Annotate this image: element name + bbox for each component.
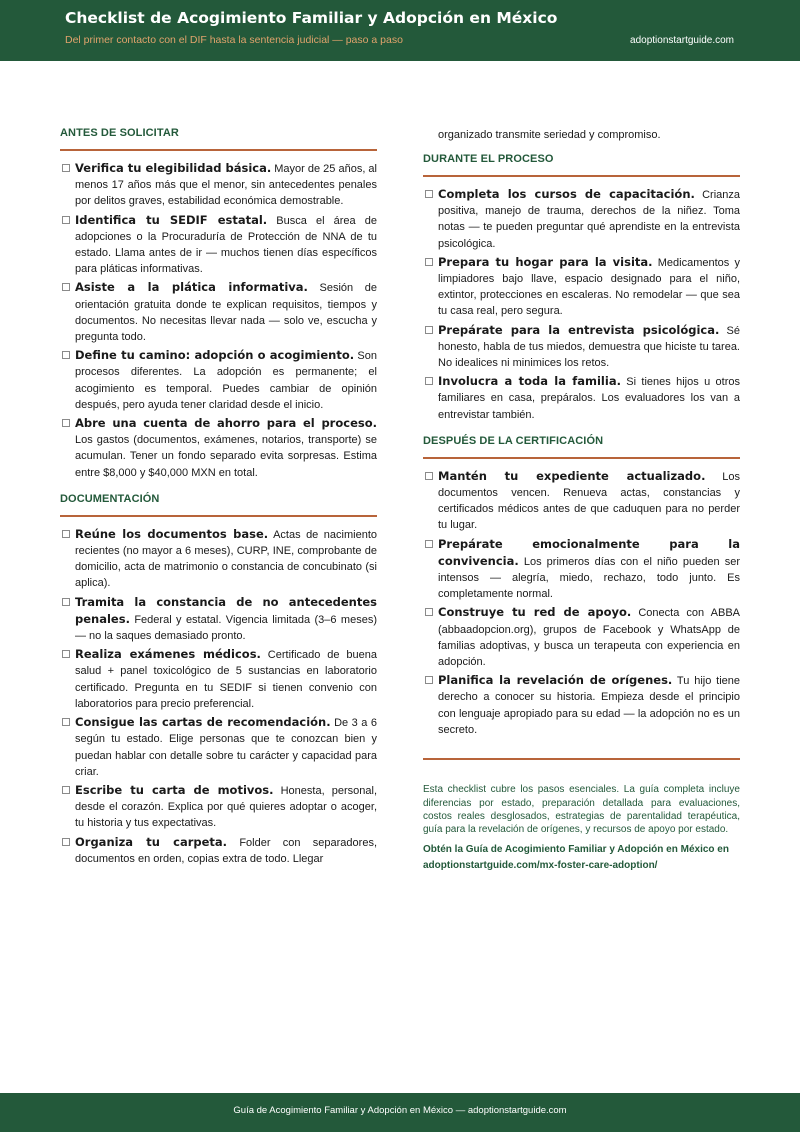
page-header xyxy=(0,0,800,61)
checklist-item xyxy=(60,526,377,592)
item-text: De 3 a 6 según tu estado. Elige personas que te conozcan bien y puedan hablar con detalle sobre tu carácter y capacidad para criar. xyxy=(75,717,378,778)
checkbox-icon[interactable] xyxy=(62,718,70,726)
item-text: Los primeros días con el niño pueden ser intensos — alegría, miedo, rechazo, todo junto. Es completamente normal. xyxy=(438,555,740,601)
checklist-item xyxy=(60,415,377,481)
section-heading-durante: DURANTE EL PROCESO xyxy=(423,153,554,165)
item-title: Tramita la constancia de no antecedentes penales. xyxy=(75,594,377,626)
item-title: Realiza exámenes médicos. xyxy=(75,647,261,662)
checkbox-icon[interactable] xyxy=(62,530,70,538)
header-site-link[interactable]: adoptionstartguide.com xyxy=(630,35,734,46)
section-heading-antes: ANTES DE SOLICITAR xyxy=(60,127,179,139)
checklist-item xyxy=(60,160,377,210)
checkbox-icon[interactable] xyxy=(425,472,433,480)
item-text: Sé honesto, habla de tus miedos, demuestra que hiciste tu tarea. No idealices ni minimices los retos. xyxy=(438,324,740,370)
item-text: Crianza positiva, manejo de trauma, derechos de la niñez. Toma notas — te pueden preguntar qué aprendiste en la entrevista psicológica. xyxy=(438,189,741,250)
item-text: Medicamentos y limpiadores bajo llave, espacio designado para el niño, extintor, protecciones en escaleras. No remodelar — que sea tu casa real, pero segura. xyxy=(438,256,740,318)
item-title: Define tu camino: adopción o acogimiento. xyxy=(75,348,355,363)
checklist-item xyxy=(60,782,377,832)
item-title: Prepárate para la entrevista psicológica. xyxy=(438,322,720,337)
promo-cta-text: Obtén la Guía de Acogimiento Familiar y Adopción en México en xyxy=(423,843,729,855)
item-title: Involucra a toda la familia. xyxy=(438,374,621,389)
item-text: Busca el área de adopciones o la Procuraduría de Protección de NNA de tu estado. Llama antes de ir — muchos tienen días específicos para pláticas informativas. xyxy=(75,214,377,276)
item-title: Organiza tu carpeta. xyxy=(75,834,228,849)
checkbox-icon[interactable] xyxy=(62,164,70,172)
checkbox-icon[interactable] xyxy=(62,216,70,224)
checkbox-icon[interactable] xyxy=(425,676,433,684)
item-text: Conecta con ABBA (abbaadopcion.org), grupos de Facebook y WhatsApp de familias adoptivas, y busca un terapeuta con experiencia en adopción. xyxy=(438,607,740,669)
checkbox-icon[interactable] xyxy=(425,190,433,198)
checklist-item xyxy=(423,373,740,423)
right-column xyxy=(423,127,740,874)
footer-text: Guía de Acogimiento Familiar y Adopción en México — adoptionstartguide.com xyxy=(233,1105,567,1116)
checkbox-icon[interactable] xyxy=(62,419,70,427)
promo-cta-link[interactable]: adoptionstartguide.com/mx-foster-care-adoption/ xyxy=(423,859,658,871)
item-text-continuation: organizado transmite seriedad y compromiso. xyxy=(438,129,661,141)
item-title: Mantén tu expediente actualizado. xyxy=(438,468,706,483)
item-text: Folder con separadores, documentos en orden, copias extra de todo. Llegar xyxy=(75,836,377,865)
checkbox-icon[interactable] xyxy=(62,351,70,359)
page-subtitle: Del primer contacto con el DIF hasta la sentencia judicial — paso a paso xyxy=(65,34,403,46)
checkbox-icon[interactable] xyxy=(425,258,433,266)
checklist-item xyxy=(423,604,740,670)
section-heading-documentacion: DOCUMENTACIÓN xyxy=(60,492,160,505)
checkbox-icon[interactable] xyxy=(425,540,433,548)
checkbox-icon[interactable] xyxy=(425,326,433,334)
item-text: Tu hijo tiene derecho a conocer su historia. Empieza desde el principio con lenguaje apropiado para su edad — la adopción no es un secreto. xyxy=(438,675,741,736)
checkbox-icon[interactable] xyxy=(62,598,70,606)
item-text: Mayor de 25 años, al menos 17 años más que el menor, sin antecedentes penales por delitos graves, estabilidad económica demostrable. xyxy=(75,163,377,208)
item-title: Prepara tu hogar para la visita. xyxy=(438,254,653,269)
item-text: Son procesos diferentes. La adopción es permanente; el acogimiento es temporal. Puedes cambiar de opinión después, pero ayuda tener claridad desde el inicio. xyxy=(75,350,377,411)
item-title: Completa los cursos de capacitación. xyxy=(438,187,695,201)
item-title: Reúne los documentos base. xyxy=(75,526,269,541)
item-text: Honesta, personal, desde el corazón. Explica por qué quieres adoptar o acoger, tu historia y tus expectativas. xyxy=(75,784,377,830)
checkbox-icon[interactable] xyxy=(62,650,70,658)
checklist-item xyxy=(60,212,377,278)
checkbox-icon[interactable] xyxy=(62,838,70,846)
item-text: Los gastos (documentos, exámenes, notarios, transporte) se acumulan. Tener un fondo separado evita sorpresas. Estima entre $8,000 y $40,000 MXN en total. xyxy=(75,434,377,479)
item-text: Certificado de buena salud + panel toxicológico de 5 sustancias en laboratorio certificado. Pregunta en tu SEDIF si tienen convenio con laboratorios para precio preferencial. xyxy=(75,649,377,710)
checklist-item xyxy=(423,254,740,320)
item-text: Si tienes hijos u otros familiares en casa, prepáralos. Los evaluadores los van a entrevistar también. xyxy=(438,376,740,421)
checklist-item xyxy=(60,279,377,345)
section-divider xyxy=(60,149,377,151)
item-title: Asiste a la plática informativa. xyxy=(75,280,308,295)
page-footer xyxy=(0,1093,800,1132)
checklist-item xyxy=(423,536,740,603)
item-text: Los documentos vencen. Renueva actas, constancias y certificados médicos antes de que caduquen para no perder tu lugar. xyxy=(438,470,740,532)
checklist-item xyxy=(60,834,377,867)
promo-text: Esta checklist cubre los pasos esenciales. La guía completa incluye diferencias por estado, preparación detallada para evaluaciones, costos reales desglosados, estrategias de parentalidad terapéutica, guía para la revelación de orígenes, y recursos de apoyo por estado. xyxy=(423,784,740,836)
section-divider xyxy=(60,515,377,517)
left-column xyxy=(60,127,377,869)
checklist-item xyxy=(423,672,740,738)
checkbox-icon[interactable] xyxy=(425,377,433,385)
checklist-item xyxy=(60,646,377,712)
item-text: Actas de nacimiento recientes (no mayor a 6 meses), CURP, INE, comprobante de domicilio, acta de matrimonio o constancia de concubinato (si aplica). xyxy=(75,528,377,590)
page-title: Checklist de Acogimiento Familiar y Adopción en México xyxy=(65,9,558,27)
promo-divider xyxy=(423,758,740,760)
item-text: Federal y estatal. Vigencia limitada (3–6 meses) — no la saques demasiado pronto. xyxy=(75,613,377,643)
promo-cta xyxy=(423,842,740,874)
item-title: Construye tu red de apoyo. xyxy=(438,605,632,620)
checkbox-icon[interactable] xyxy=(425,608,433,616)
item-title: Abre una cuenta de ahorro para el proceso. xyxy=(75,416,377,431)
section-divider xyxy=(423,457,740,459)
checklist-item xyxy=(423,322,740,372)
item-title: Verifica tu elegibilidad básica. xyxy=(75,161,272,175)
item-text: Sesión de orientación gratuita donde te explican requisitos, tiempos y documentos. No necesitas llevar nada — solo ve, escucha y pregunta todo. xyxy=(75,282,377,344)
checklist-item xyxy=(423,186,740,252)
checkbox-icon[interactable] xyxy=(62,786,70,794)
checklist-item xyxy=(423,468,740,534)
checkbox-icon[interactable] xyxy=(62,283,70,291)
checklist-item xyxy=(60,714,377,780)
section-divider xyxy=(423,175,740,177)
item-title: Planifica la revelación de orígenes. xyxy=(438,673,673,688)
item-title: Prepárate emocionalmente para la convivencia. xyxy=(438,536,740,568)
item-title: Escribe tu carta de motivos. xyxy=(75,782,274,797)
section-heading-despues: DESPUÉS DE LA CERTIFICACIÓN xyxy=(423,434,604,447)
checklist-item xyxy=(60,594,377,645)
item-title: Consigue las cartas de recomendación. xyxy=(75,715,331,730)
item-title: Identifica tu SEDIF estatal. xyxy=(75,212,268,227)
checklist-item xyxy=(60,347,377,413)
